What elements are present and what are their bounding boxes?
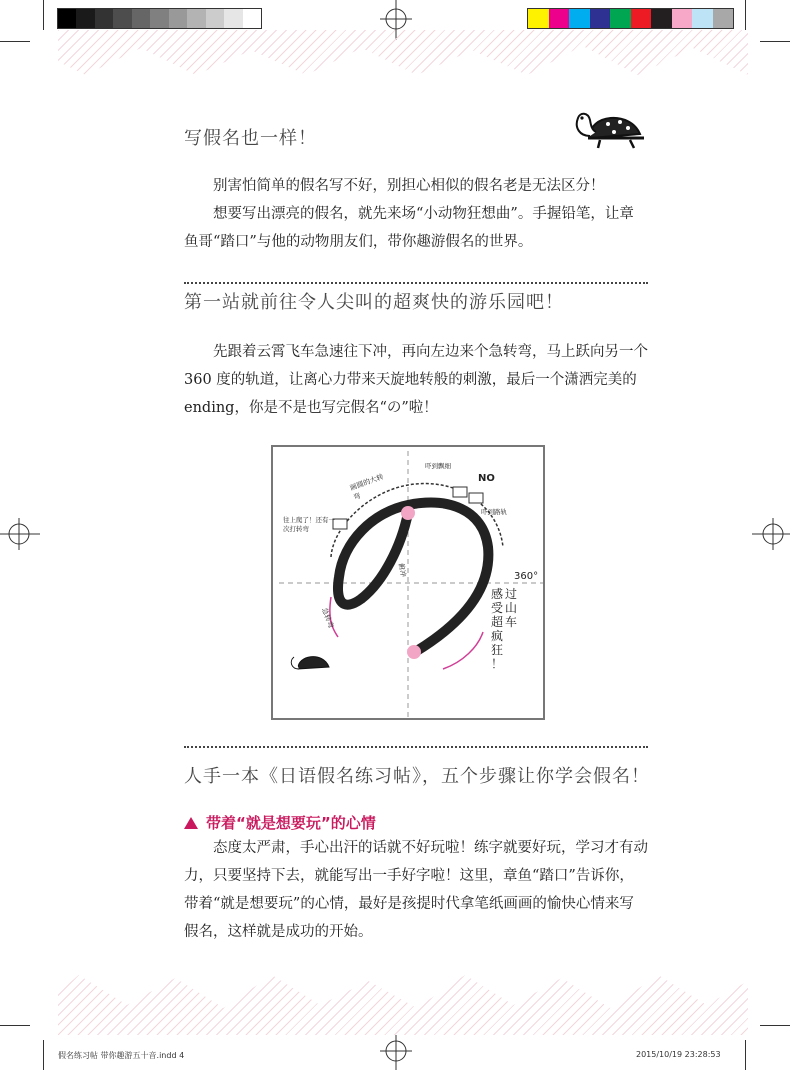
section2-subhead (184, 812, 376, 833)
color-swatch (187, 9, 205, 28)
crop-mark (745, 1040, 746, 1070)
gray-calibration-bar (57, 8, 262, 29)
section-divider (184, 746, 648, 748)
section2-paragraph: 态度太严肃，手心出汗的话就不好玩啦！练字就要好玩，学习才有动力，只要坚持下去，就能写出一手好字啦！这里，章鱼“踏口”告诉你，带着“就是想要玩”的心情，最好是孩提时代拿笔纸画画的愉快心情来写假名，这样就是成功的开始。 (184, 840, 648, 940)
figure-label-sharp-turn: 急转弯 (320, 606, 335, 630)
figure-label-coaster-vertical (491, 587, 527, 671)
color-swatch (713, 9, 734, 28)
figure-label-360: 360° (514, 571, 539, 582)
color-swatch (76, 9, 94, 28)
figure-char: 感 (491, 587, 504, 601)
section2-title: 人手一本《日语假名练习帖》，五个步骤让你学会假名！ (184, 766, 650, 787)
footer-timestamp: 2015/10/19 23:28:53 (636, 1050, 721, 1059)
intro-paragraph-1: 别害怕简单的假名写不好，别担心相似的假名老是无法区分！ (213, 178, 605, 194)
color-swatch (243, 9, 261, 28)
no-character-diagram (273, 447, 543, 718)
color-swatch (610, 9, 631, 28)
figure-char: 疯 (491, 629, 504, 643)
figure-char: 过 (505, 587, 518, 601)
figure-label-scared: 吓到飘细 (425, 462, 451, 470)
figure-char: ！ (491, 657, 504, 671)
footer-stripe-decoration (58, 975, 748, 1035)
color-swatch (206, 9, 224, 28)
section-divider (184, 282, 648, 284)
figure-label-climb: 往上爬了！还有一次打转弯 (283, 516, 335, 533)
section2-subhead-text: 带着“就是想要玩”的心情 (206, 814, 376, 832)
triangle-icon (184, 817, 198, 829)
crop-mark (760, 1025, 790, 1026)
crop-mark (0, 1025, 30, 1026)
color-swatch (95, 9, 113, 28)
figure-label-dive: 俯冲 (396, 562, 408, 578)
color-swatch (169, 9, 187, 28)
color-swatch (113, 9, 131, 28)
turtle-illustration (560, 100, 650, 158)
color-swatch (224, 9, 242, 28)
roller-coaster-figure (271, 445, 545, 720)
section1-title: 第一站就前往令人尖叫的超爽快的游乐园吧！ (184, 292, 564, 313)
color-swatch (150, 9, 168, 28)
footer-file-info: 假名练习帖 带你趣游五十音.indd 4 (58, 1051, 185, 1060)
figure-char: 狂 (491, 643, 504, 657)
figure-label-no: NO (478, 473, 495, 484)
figure-char: 受 (491, 601, 504, 615)
figure-label-turn: 画圆的大转弯 (349, 472, 385, 502)
header-stripe-decoration (58, 30, 748, 75)
color-swatch (631, 9, 652, 28)
registration-mark-left (0, 518, 40, 550)
color-swatch (549, 9, 570, 28)
crop-mark (745, 0, 746, 30)
figure-char: 超 (491, 615, 504, 629)
intro-title: 写假名也一样！ (184, 128, 317, 149)
color-swatch (569, 9, 590, 28)
color-swatch (590, 9, 611, 28)
color-swatch (58, 9, 76, 28)
crop-mark (760, 41, 790, 42)
registration-mark-right (752, 518, 790, 550)
crop-mark (43, 0, 44, 30)
figure-char: 车 (505, 615, 518, 629)
crop-mark (43, 1040, 44, 1070)
color-swatch (672, 9, 693, 28)
color-swatch (692, 9, 713, 28)
figure-char: 山 (505, 601, 518, 615)
color-swatch (132, 9, 150, 28)
intro-paragraph-2: 想要写出漂亮的假名，就先来场“小动物狂想曲”。手握铅笔，让章鱼哥“踏口”与他的动物朋友们，带你趣游假名的世界。 (184, 206, 634, 250)
color-swatch (528, 9, 549, 28)
figure-label-track: 吓到路轨 (481, 508, 507, 516)
color-calibration-bar (527, 8, 734, 29)
registration-mark-bottom (380, 1035, 412, 1070)
color-swatch (651, 9, 672, 28)
section1-paragraph: 先跟着云霄飞车急速往下冲，再向左边来个急转弯，马上跃向另一个 360 度的轨道，让离心力带来天旋地转般的刺激，最后一个潇洒完美的 ending，你是不是也写完假名“の”啦！ (184, 344, 648, 416)
crop-mark (0, 41, 30, 42)
